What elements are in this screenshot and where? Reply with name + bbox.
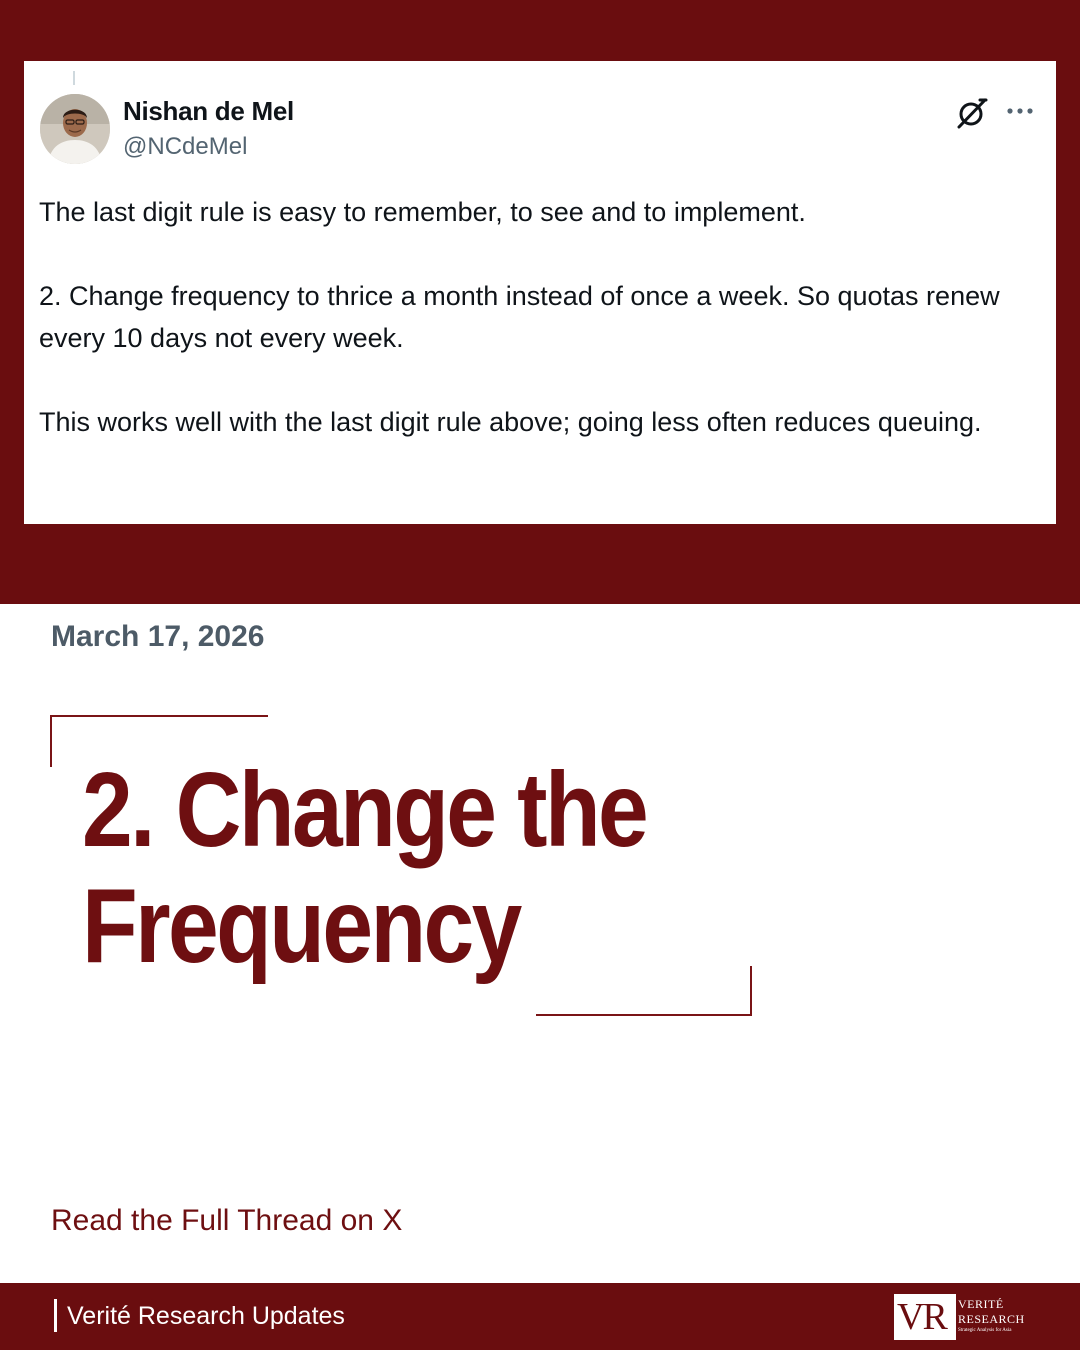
- headline: [82, 752, 856, 984]
- logo-monogram-box: [894, 1294, 956, 1340]
- author-handle[interactable]: @NCdeMel: [123, 133, 248, 160]
- read-full-thread-link[interactable]: Read the Full Thread on X: [51, 1204, 403, 1237]
- tweet-body: [39, 191, 1039, 443]
- author-avatar[interactable]: [40, 94, 110, 164]
- thread-connector-line: [73, 71, 75, 85]
- tweet-paragraph: The last digit rule is easy to remember, to see and to implement.: [39, 197, 806, 227]
- logo-word-research: RESEARCH: [958, 1312, 1025, 1326]
- logo-tagline: Strategic Analysis for Asia: [958, 1328, 1012, 1333]
- headline-line: Frequency: [82, 867, 520, 985]
- verite-research-logo: [894, 1294, 1034, 1340]
- more-options-icon[interactable]: [1004, 95, 1036, 127]
- tweet-paragraph: This works well with the last digit rule above; going less often reduces queuing.: [39, 407, 982, 437]
- footer-accent-bar: [54, 1299, 57, 1332]
- headline-bracket-bottom-right: [536, 966, 752, 1016]
- headline-line: 2. Change the: [82, 751, 647, 869]
- top-maroon-band: [0, 0, 1080, 604]
- logo-monogram: VR: [897, 1296, 946, 1338]
- logo-word-verite: VERITÉ: [958, 1297, 1004, 1311]
- footer-label: Verité Research Updates: [67, 1302, 345, 1330]
- tweet-paragraph: 2. Change frequency to thrice a month instead of once a week. So quotas renew every 10 days not every week.: [39, 281, 1000, 353]
- grok-icon[interactable]: [954, 95, 990, 131]
- author-name[interactable]: Nishan de Mel: [123, 96, 294, 126]
- avatar-portrait-icon: [40, 94, 110, 164]
- footer-band: [0, 1283, 1080, 1350]
- post-date: March 17, 2026: [51, 620, 265, 653]
- tweet-card[interactable]: [24, 61, 1056, 524]
